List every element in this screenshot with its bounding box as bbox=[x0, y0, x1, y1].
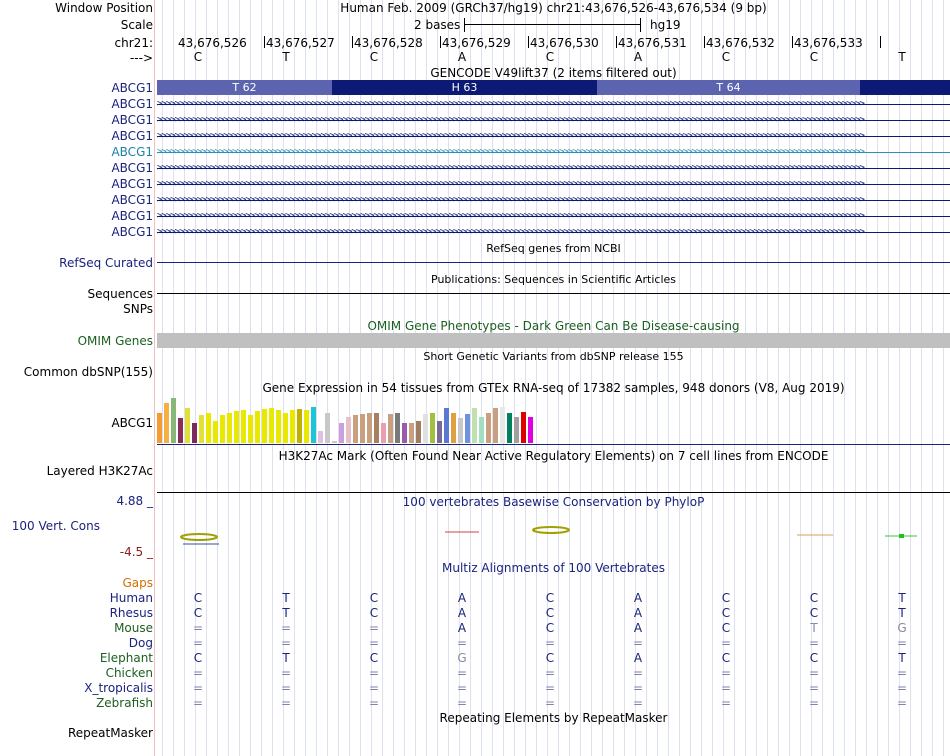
gtex-bar[interactable] bbox=[199, 415, 204, 443]
alignment-base: C bbox=[809, 591, 819, 605]
alignment-base: G bbox=[457, 651, 467, 665]
refseq-track-line bbox=[157, 262, 950, 263]
species-label[interactable]: Human bbox=[109, 591, 153, 605]
grid-line bbox=[877, 0, 878, 756]
reference-base: C bbox=[809, 50, 819, 64]
strand-label: ---> bbox=[129, 51, 153, 65]
grid-line bbox=[250, 0, 251, 756]
grid-line bbox=[921, 0, 922, 756]
h3k27ac-title: H3K27Ac Mark (Often Found Near Active Regulatory Elements) on 7 cell lines from ENCODE bbox=[278, 449, 829, 463]
alignment-base: = bbox=[632, 681, 644, 695]
grid-line bbox=[184, 0, 185, 756]
gtex-bar[interactable] bbox=[164, 403, 169, 443]
chrom-label: chr21: bbox=[114, 36, 153, 50]
grid-line bbox=[360, 0, 361, 756]
refseq-label[interactable]: RefSeq Curated bbox=[59, 256, 153, 270]
grid-line bbox=[448, 0, 449, 756]
gencode-transcript-label[interactable]: ABCG1 bbox=[111, 209, 153, 223]
grid-line bbox=[349, 0, 350, 756]
grid-line bbox=[866, 0, 867, 756]
grid-line bbox=[888, 0, 889, 756]
alignment-base: = bbox=[896, 696, 908, 710]
conservation-min: -4.5 _ bbox=[119, 545, 153, 559]
gtex-bar[interactable] bbox=[451, 413, 456, 443]
alignment-base: C bbox=[545, 621, 555, 635]
position-tick bbox=[704, 36, 705, 48]
transcript-arrows: >>>>>>>>>>>>>>>>>>>>>>>>>>>>>>>>>>>>>>>>>>>>>>>>>>>>>>>>>>>>>>>>>>>>>>>>>>>>>>>>>>>>>>>>>>>>>>>>>>>>>>>>>>>>>>>>>>>>>>>>>>>>>>>>>>>>>>>>>>>>>>>>>>>>>>>>>>>>>>>> bbox=[157, 196, 864, 205]
scale-bar bbox=[464, 24, 640, 25]
gtex-bar[interactable] bbox=[381, 423, 386, 443]
gencode-title: GENCODE V49lift37 (2 items filtered out) bbox=[430, 66, 677, 80]
species-label[interactable]: X_tropicalis bbox=[84, 681, 153, 695]
grid-line bbox=[690, 0, 691, 756]
grid-line bbox=[789, 0, 790, 756]
omim-feature-bar[interactable] bbox=[157, 333, 950, 348]
alignment-base: A bbox=[457, 591, 467, 605]
gtex-bar[interactable] bbox=[234, 411, 239, 443]
gaps-label: Gaps bbox=[122, 576, 153, 590]
scale-bar-left bbox=[464, 18, 465, 32]
alignment-base: T bbox=[898, 591, 906, 605]
alignment-base: = bbox=[808, 681, 820, 695]
conservation-mark-1 bbox=[181, 534, 217, 540]
gtex-bar[interactable] bbox=[192, 423, 197, 443]
species-label[interactable]: Chicken bbox=[105, 666, 153, 680]
alignment-base: A bbox=[633, 606, 643, 620]
gtex-bar[interactable] bbox=[213, 421, 218, 443]
alignment-base: A bbox=[633, 591, 643, 605]
h3k27ac-baseline bbox=[157, 492, 950, 493]
alignment-base: = bbox=[544, 696, 556, 710]
gtex-bar[interactable] bbox=[269, 408, 274, 443]
grid-line bbox=[228, 0, 229, 756]
grid-line bbox=[679, 0, 680, 756]
alignment-base: = bbox=[368, 621, 380, 635]
position-tick-label: 43,676,530 bbox=[530, 36, 599, 50]
alignment-base: = bbox=[808, 636, 820, 650]
conservation-max: 4.88 _ bbox=[116, 494, 153, 508]
grid-line bbox=[492, 0, 493, 756]
position-tick bbox=[264, 36, 265, 48]
label-divider bbox=[154, 0, 155, 756]
gtex-bar[interactable] bbox=[171, 398, 176, 443]
gtex-bar[interactable] bbox=[346, 417, 351, 443]
alignment-base: = bbox=[720, 696, 732, 710]
amino-acid-segment[interactable]: T 62 bbox=[157, 80, 332, 95]
grid-line bbox=[393, 0, 394, 756]
grid-line bbox=[338, 0, 339, 756]
gtex-bar[interactable] bbox=[528, 417, 533, 443]
gtex-divider bbox=[157, 444, 950, 445]
alignment-base: = bbox=[808, 666, 820, 680]
position-tick bbox=[792, 36, 793, 48]
transcript-arrows: >>>>>>>>>>>>>>>>>>>>>>>>>>>>>>>>>>>>>>>>>>>>>>>>>>>>>>>>>>>>>>>>>>>>>>>>>>>>>>>>>>>>>>>>>>>>>>>>>>>>>>>>>>>>>>>>>>>>>>>>>>>>>>>>>>>>>>>>>>>>>>>>>>>>>>>>>>>>>>>> bbox=[157, 228, 864, 237]
alignment-base: = bbox=[632, 696, 644, 710]
alignment-base: = bbox=[896, 681, 908, 695]
alignment-base: C bbox=[193, 606, 203, 620]
gtex-bar[interactable] bbox=[206, 413, 211, 443]
gtex-bar[interactable] bbox=[402, 423, 407, 443]
amino-acid-segment[interactable] bbox=[860, 80, 950, 95]
species-label[interactable]: Rhesus bbox=[109, 606, 153, 620]
gencode-transcript-label[interactable]: ABCG1 bbox=[111, 177, 153, 191]
gtex-bar[interactable] bbox=[318, 431, 323, 443]
alignment-base: = bbox=[632, 666, 644, 680]
position-tick-label: 43,676,531 bbox=[618, 36, 687, 50]
dbsnp-title: Short Genetic Variants from dbSNP release 155 bbox=[423, 350, 684, 363]
reference-base: C bbox=[545, 50, 555, 64]
transcript-arrows: >>>>>>>>>>>>>>>>>>>>>>>>>>>>>>>>>>>>>>>>>>>>>>>>>>>>>>>>>>>>>>>>>>>>>>>>>>>>>>>>>>>>>>>>>>>>>>>>>>>>>>>>>>>>>>>>>>>>>>>>>>>>>>>>>>>>>>>>>>>>>>>>>>>>>>>>>>>>>>>> bbox=[157, 132, 864, 141]
window-position-text: Human Feb. 2009 (GRCh37/hg19) chr21:43,676,526-43,676,534 (9 bp) bbox=[340, 1, 767, 15]
grid-line bbox=[426, 0, 427, 756]
transcript-arrows: >>>>>>>>>>>>>>>>>>>>>>>>>>>>>>>>>>>>>>>>>>>>>>>>>>>>>>>>>>>>>>>>>>>>>>>>>>>>>>>>>>>>>>>>>>>>>>>>>>>>>>>>>>>>>>>>>>>>>>>>>>>>>>>>>>>>>>>>>>>>>>>>>>>>>>>>>>>>>>>> bbox=[157, 164, 864, 173]
grid-line bbox=[481, 0, 482, 756]
grid-line bbox=[404, 0, 405, 756]
alignment-base: A bbox=[633, 651, 643, 665]
gtex-bar[interactable] bbox=[430, 413, 435, 443]
grid-line bbox=[503, 0, 504, 756]
scale-label: Scale bbox=[120, 18, 153, 32]
gtex-bar[interactable] bbox=[500, 407, 505, 443]
grid-line bbox=[327, 0, 328, 756]
grid-line bbox=[162, 0, 163, 756]
grid-line bbox=[602, 0, 603, 756]
grid-line bbox=[778, 0, 779, 756]
gtex-bar[interactable] bbox=[458, 418, 463, 443]
alignment-base: C bbox=[545, 606, 555, 620]
gtex-bar[interactable] bbox=[290, 410, 295, 443]
alignment-base: = bbox=[192, 696, 204, 710]
alignment-base: = bbox=[192, 636, 204, 650]
alignment-base: C bbox=[809, 651, 819, 665]
transcript-arrows: >>>>>>>>>>>>>>>>>>>>>>>>>>>>>>>>>>>>>>>>>>>>>>>>>>>>>>>>>>>>>>>>>>>>>>>>>>>>>>>>>>>>>>>>>>>>>>>>>>>>>>>>>>>>>>>>>>>>>>>>>>>>>>>>>>>>>>>>>>>>>>>>>>>>>>>>>>>>>>>> bbox=[157, 148, 864, 157]
reference-base: C bbox=[369, 50, 379, 64]
dbsnp-label[interactable]: Common dbSNP(155) bbox=[23, 365, 153, 379]
gtex-bar[interactable] bbox=[276, 410, 281, 443]
grid-line bbox=[272, 0, 273, 756]
conservation-label[interactable]: 100 Vert. Cons bbox=[11, 519, 100, 533]
grid-line bbox=[580, 0, 581, 756]
alignment-base: A bbox=[633, 621, 643, 635]
grid-line bbox=[415, 0, 416, 756]
position-tick bbox=[616, 36, 617, 48]
grid-line bbox=[932, 0, 933, 756]
grid-line bbox=[701, 0, 702, 756]
gtex-bar[interactable] bbox=[332, 441, 337, 443]
grid-line bbox=[767, 0, 768, 756]
alignment-base: = bbox=[192, 621, 204, 635]
position-tick-label: 43,676,533 bbox=[794, 36, 863, 50]
sequences-label[interactable]: Sequences bbox=[87, 287, 153, 301]
alignment-base: = bbox=[896, 636, 908, 650]
alignment-base: = bbox=[544, 666, 556, 680]
alignment-base: C bbox=[369, 606, 379, 620]
gtex-bar[interactable] bbox=[262, 409, 267, 443]
gtex-bar[interactable] bbox=[360, 414, 365, 443]
alignment-base: = bbox=[720, 636, 732, 650]
publications-title: Publications: Sequences in Scientific Articles bbox=[431, 273, 676, 286]
gtex-bar[interactable] bbox=[157, 413, 162, 443]
gtex-bar[interactable] bbox=[283, 413, 288, 443]
gtex-bar[interactable] bbox=[416, 421, 421, 443]
grid-line bbox=[624, 0, 625, 756]
grid-line bbox=[316, 0, 317, 756]
alignment-base: C bbox=[193, 591, 203, 605]
grid-line bbox=[855, 0, 856, 756]
alignment-base: C bbox=[721, 606, 731, 620]
gtex-bar[interactable] bbox=[479, 417, 484, 443]
transcript-arrows: >>>>>>>>>>>>>>>>>>>>>>>>>>>>>>>>>>>>>>>>>>>>>>>>>>>>>>>>>>>>>>>>>>>>>>>>>>>>>>>>>>>>>>>>>>>>>>>>>>>>>>>>>>>>>>>>>>>>>>>>>>>>>>>>>>>>>>>>>>>>>>>>>>>>>>>>>>>>>>>> bbox=[157, 180, 864, 189]
gtex-bar[interactable] bbox=[486, 413, 491, 443]
alignment-base: = bbox=[280, 621, 292, 635]
alignment-base: = bbox=[720, 666, 732, 680]
gencode-transcript-label[interactable]: ABCG1 bbox=[111, 129, 153, 143]
alignment-base: = bbox=[280, 681, 292, 695]
gtex-bar[interactable] bbox=[437, 421, 442, 443]
h3k27ac-label[interactable]: Layered H3K27Ac bbox=[46, 464, 153, 478]
grid-line bbox=[525, 0, 526, 756]
gtex-bar[interactable] bbox=[339, 423, 344, 443]
gtex-bar[interactable] bbox=[178, 418, 183, 443]
scale-text: 2 bases bbox=[414, 18, 461, 32]
snps-label[interactable]: SNPs bbox=[123, 302, 153, 316]
alignment-base: = bbox=[368, 696, 380, 710]
alignment-base: G bbox=[897, 621, 907, 635]
species-label[interactable]: Zebrafish bbox=[96, 696, 153, 710]
grid-line bbox=[800, 0, 801, 756]
position-tick-label: 43,676,526 bbox=[178, 36, 247, 50]
repeatmasker-title: Repeating Elements by RepeatMasker bbox=[439, 711, 668, 725]
gtex-label[interactable]: ABCG1 bbox=[111, 416, 153, 430]
position-tick bbox=[880, 36, 881, 48]
alignment-base: A bbox=[457, 621, 467, 635]
grid-line bbox=[514, 0, 515, 756]
alignment-base: C bbox=[721, 621, 731, 635]
gtex-bar[interactable] bbox=[325, 413, 330, 443]
position-tick-label: 43,676,528 bbox=[354, 36, 423, 50]
gtex-bar[interactable] bbox=[395, 413, 400, 443]
gtex-bar[interactable] bbox=[423, 414, 428, 443]
gtex-bar[interactable] bbox=[444, 408, 449, 443]
grid-line bbox=[712, 0, 713, 756]
gencode-transcript-label[interactable]: ABCG1 bbox=[111, 225, 153, 239]
gtex-bar[interactable] bbox=[297, 409, 302, 443]
transcript-arrows: >>>>>>>>>>>>>>>>>>>>>>>>>>>>>>>>>>>>>>>>>>>>>>>>>>>>>>>>>>>>>>>>>>>>>>>>>>>>>>>>>>>>>>>>>>>>>>>>>>>>>>>>>>>>>>>>>>>>>>>>>>>>>>>>>>>>>>>>>>>>>>>>>>>>>>>>>>>>>>>> bbox=[157, 100, 864, 109]
gtex-bar[interactable] bbox=[227, 413, 232, 443]
grid-line bbox=[591, 0, 592, 756]
alignment-base: = bbox=[720, 681, 732, 695]
gtex-bar[interactable] bbox=[465, 414, 470, 443]
alignment-base: = bbox=[368, 666, 380, 680]
grid-line bbox=[668, 0, 669, 756]
gtex-bar[interactable] bbox=[241, 410, 246, 443]
grid-line bbox=[569, 0, 570, 756]
alignment-base: = bbox=[456, 666, 468, 680]
gtex-bar[interactable] bbox=[248, 415, 253, 443]
gtex-title: Gene Expression in 54 tissues from GTEx RNA-seq of 17382 samples, 948 donors (V8, Aug 2019) bbox=[262, 381, 845, 395]
grid-line bbox=[437, 0, 438, 756]
alignment-base: = bbox=[280, 666, 292, 680]
omim-title: OMIM Gene Phenotypes - Dark Green Can Be Disease-causing bbox=[367, 319, 740, 333]
scale-assembly: hg19 bbox=[650, 18, 681, 32]
gtex-bar[interactable] bbox=[507, 413, 512, 443]
alignment-base: C bbox=[721, 651, 731, 665]
alignment-base: = bbox=[192, 666, 204, 680]
reference-base: A bbox=[633, 50, 643, 64]
species-label[interactable]: Elephant bbox=[99, 651, 153, 665]
gencode-transcript-label[interactable]: ABCG1 bbox=[111, 161, 153, 175]
gtex-bar[interactable] bbox=[353, 415, 358, 443]
alignment-base: = bbox=[192, 681, 204, 695]
grid-line bbox=[833, 0, 834, 756]
gencode-transcript-label[interactable]: ABCG1 bbox=[111, 97, 153, 111]
gencode-transcript-label[interactable]: ABCG1 bbox=[111, 81, 153, 95]
position-tick-label: 43,676,532 bbox=[706, 36, 775, 50]
grid-line bbox=[217, 0, 218, 756]
grid-line bbox=[305, 0, 306, 756]
alignment-base: T bbox=[810, 621, 818, 635]
alignment-base: T bbox=[898, 651, 906, 665]
grid-line bbox=[657, 0, 658, 756]
gtex-bar[interactable] bbox=[388, 414, 393, 443]
alignment-base: C bbox=[369, 651, 379, 665]
sequences-track-line bbox=[157, 293, 950, 294]
alignment-base: = bbox=[456, 696, 468, 710]
reference-base: A bbox=[457, 50, 467, 64]
alignment-base: C bbox=[545, 591, 555, 605]
reference-base: C bbox=[721, 50, 731, 64]
gtex-bar[interactable] bbox=[255, 411, 260, 443]
alignment-base: = bbox=[544, 681, 556, 695]
alignment-base: T bbox=[282, 591, 290, 605]
alignment-base: C bbox=[809, 606, 819, 620]
gtex-bar[interactable] bbox=[311, 407, 316, 443]
reference-base: T bbox=[898, 50, 906, 64]
gtex-bar[interactable] bbox=[367, 413, 372, 443]
grid-line bbox=[261, 0, 262, 756]
position-tick bbox=[352, 36, 353, 48]
alignment-base: = bbox=[280, 636, 292, 650]
alignment-base: A bbox=[457, 606, 467, 620]
alignment-base: = bbox=[280, 696, 292, 710]
window-position-label: Window Position bbox=[55, 1, 153, 15]
alignment-base: = bbox=[896, 666, 908, 680]
alignment-base: = bbox=[808, 696, 820, 710]
transcript-arrows: >>>>>>>>>>>>>>>>>>>>>>>>>>>>>>>>>>>>>>>>>>>>>>>>>>>>>>>>>>>>>>>>>>>>>>>>>>>>>>>>>>>>>>>>>>>>>>>>>>>>>>>>>>>>>>>>>>>>>>>>>>>>>>>>>>>>>>>>>>>>>>>>>>>>>>>>>>>>>>>> bbox=[157, 116, 864, 125]
position-tick-label: 43,676,527 bbox=[266, 36, 335, 50]
alignment-base: = bbox=[544, 636, 556, 650]
conservation-mark-4 bbox=[533, 527, 569, 533]
gtex-bar[interactable] bbox=[409, 423, 414, 443]
gencode-transcript-label[interactable]: ABCG1 bbox=[111, 113, 153, 127]
grid-line bbox=[173, 0, 174, 756]
refseq-title: RefSeq genes from NCBI bbox=[486, 242, 621, 255]
position-tick-label: 43,676,529 bbox=[442, 36, 511, 50]
alignment-base: C bbox=[193, 651, 203, 665]
grid-line bbox=[756, 0, 757, 756]
grid-line bbox=[613, 0, 614, 756]
gtex-bar[interactable] bbox=[220, 415, 225, 443]
gtex-bar[interactable] bbox=[521, 412, 526, 443]
gtex-bar[interactable] bbox=[493, 408, 498, 443]
alignment-base: T bbox=[282, 606, 290, 620]
species-label[interactable]: Mouse bbox=[114, 621, 153, 635]
grid-line bbox=[536, 0, 537, 756]
alignment-base: T bbox=[282, 651, 290, 665]
alignment-base: C bbox=[545, 651, 555, 665]
gtex-bar[interactable] bbox=[374, 413, 379, 443]
conservation-plot bbox=[157, 520, 950, 550]
alignment-base: = bbox=[456, 636, 468, 650]
gtex-bar[interactable] bbox=[304, 410, 309, 443]
grid-line bbox=[239, 0, 240, 756]
gtex-bar-chart[interactable] bbox=[157, 396, 950, 443]
conservation-mark-7 bbox=[899, 534, 904, 538]
position-tick bbox=[440, 36, 441, 48]
reference-base: T bbox=[282, 50, 290, 64]
alignment-base: C bbox=[721, 591, 731, 605]
alignment-base: = bbox=[368, 636, 380, 650]
species-label[interactable]: Dog bbox=[128, 636, 153, 650]
amino-acid-segment[interactable]: H 63 bbox=[332, 80, 597, 95]
amino-acid-segment[interactable]: T 64 bbox=[597, 80, 860, 95]
alignment-base: C bbox=[369, 591, 379, 605]
alignment-base: = bbox=[632, 636, 644, 650]
conservation-title: 100 vertebrates Basewise Conservation by PhyloP bbox=[402, 495, 705, 509]
transcript-arrows: >>>>>>>>>>>>>>>>>>>>>>>>>>>>>>>>>>>>>>>>>>>>>>>>>>>>>>>>>>>>>>>>>>>>>>>>>>>>>>>>>>>>>>>>>>>>>>>>>>>>>>>>>>>>>>>>>>>>>>>>>>>>>>>>>>>>>>>>>>>>>>>>>>>>>>>>>>>>>>>> bbox=[157, 212, 864, 221]
position-tick bbox=[528, 36, 529, 48]
reference-base: C bbox=[193, 50, 203, 64]
gtex-bar[interactable] bbox=[472, 408, 477, 443]
grid-line bbox=[745, 0, 746, 756]
alignment-base: = bbox=[368, 681, 380, 695]
grid-line bbox=[844, 0, 845, 756]
omim-label[interactable]: OMIM Genes bbox=[77, 334, 153, 348]
gtex-bar[interactable] bbox=[514, 417, 519, 443]
multiz-title: Multiz Alignments of 100 Vertebrates bbox=[441, 561, 666, 575]
gencode-transcript-label[interactable]: ABCG1 bbox=[111, 193, 153, 207]
repeatmasker-label[interactable]: RepeatMasker bbox=[67, 726, 153, 740]
gtex-bar[interactable] bbox=[185, 408, 190, 443]
gencode-transcript-label[interactable]: ABCG1 bbox=[111, 145, 153, 159]
alignment-base: T bbox=[898, 606, 906, 620]
grid-line bbox=[943, 0, 944, 756]
scale-bar-right bbox=[640, 18, 641, 32]
alignment-base: = bbox=[456, 681, 468, 695]
